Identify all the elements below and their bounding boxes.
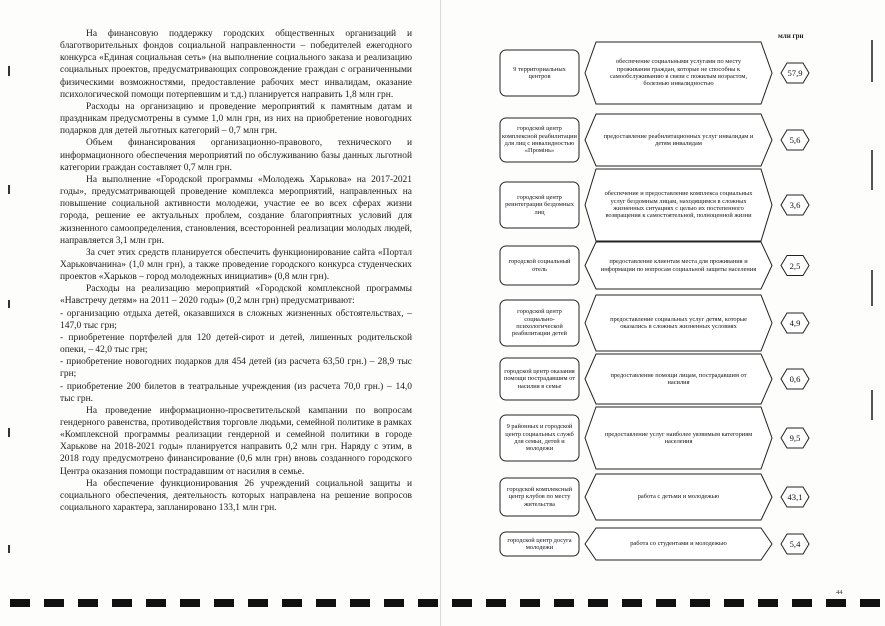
unit-label: млн грн (778, 32, 804, 40)
border-dash (860, 599, 880, 607)
paragraph: Расходы на реализацию мероприятий «Городской комплексной программы «Навстречу детям» на 2011 – 2020 годы» (0,2 млн грн) предусматривают: (60, 284, 412, 307)
service-description: предоставление услуг наиболее уязвимым категориям населения (604, 430, 753, 445)
border-dash (826, 599, 846, 607)
service-description: обеспечение социальными услугами по месту проживания граждан, которые не способны к самообслуживанию в связи с пожилым возрастом, болезнью инвалидностью (609, 58, 748, 88)
border-dash (384, 599, 404, 607)
list-item: - организацию отдыха детей, оказавшихся в сложных жизненных обстоятельствах, – 147,0 тыс грн; (60, 308, 412, 331)
institution-name: городской центр комплексной реабилитации для лиц с инвалидностью «Промінь» (502, 125, 577, 155)
paragraph: Расходы на организацию и проведение мероприятий к памятным датам и праздникам предусмотрены в сумме 1,0 млн грн, из них на приобретение новогодних подарков для детей льготных категорий – 0,7 млн грн. (60, 101, 412, 137)
institution-name: городской социальный отель (508, 258, 571, 273)
paragraph: За счет этих средств планируется обеспечить функционирование сайта «Портал Харьковчанина» (1,0 млн грн), а также проведение городского конкурса студенческих проектов «Харьков – город молодежных инициатив» (0,8 млн грн). (60, 247, 412, 283)
border-dash (724, 599, 744, 607)
amount-value: 5,4 (789, 539, 801, 549)
border-dash (486, 599, 506, 607)
border-dash (588, 599, 608, 607)
service-description: работа со студентами и молодежью (630, 540, 727, 548)
paragraph: Объем финансирования организационно-правового, технического и информационного обеспечения мероприятий по обслуживанию базы данных льготной категории граждан составляет 0,7 млн грн. (60, 138, 412, 173)
paragraph: На обеспечение функционирования 26 учреждений социальной защиты и социального обеспечения, деятельность которых направлена на решение вопросов социального характера, запланировано 133,1 млн грн. (60, 478, 412, 514)
service-description: предоставление реабилитационных услуг инвалидам и детям инвалидам (603, 132, 754, 147)
border-dash (622, 599, 642, 607)
border-dash (418, 599, 438, 607)
border-dash (10, 599, 30, 607)
institution-name: 9 районных и городской центр социальных служб для семьи, детей и молодежи (505, 423, 574, 453)
border-dash (282, 599, 302, 607)
border-dash (792, 599, 812, 607)
amount-value: 9,5 (789, 433, 801, 443)
list-item: - приобретение 200 билетов в театральные учреждения (из расчета 70,0 грн.) – 14,0 тыс грн. (60, 381, 412, 404)
amount-value: 43,1 (787, 492, 803, 502)
border-dash (214, 599, 234, 607)
page-number: 44 (836, 589, 843, 596)
amount-value: 0,6 (789, 374, 801, 384)
border-dash (78, 599, 98, 607)
list-item: - приобретение портфелей для 120 детей-сирот и детей, лишенных родительской опеки, – 42,0 тыс грн; (60, 332, 412, 356)
border-dash (146, 599, 166, 607)
institution-name: городской центр оказания помощи пострадавшим от насилия в семье (503, 367, 576, 390)
amount-value: 2,5 (789, 260, 801, 271)
amount-value: 57,9 (787, 68, 803, 78)
service-description: предоставление социальных услуг детям, которые оказались в сложных жизненных условиях (610, 315, 747, 330)
amount-value: 4,9 (789, 318, 801, 328)
paragraph: На финансовую поддержку городских общественных организаций и благотворительных фондов социальной направленности – победителей ежегодного конкурса «Единая социальная сеть» (на выполнение социального заказа и реализацию социальных проектов, предусматривающих сопровождение граждан с ограниченными физическими возможностями, предоставление рабочих мест инвалидам, оказание психологической помощи потерпевшим и т.д.) планируется направить 1,8 млн грн. (60, 29, 412, 100)
list-item: - приобретение новогодних подарков для 454 детей (из расчета 63,50 грн.) – 28,9 тыс грн; (60, 357, 412, 380)
border-dash (350, 599, 370, 607)
amount-value: 5,6 (789, 135, 801, 145)
border-dash (180, 599, 200, 607)
border-dash (452, 599, 472, 607)
border-dash (248, 599, 268, 607)
paragraph: На проведение информационно-просветительской кампании по вопросам гендерного равенства, противодействия торговле людьми, семейной политике в рамках «Комплексной программы реализации гендерной и семейной политики в городе Харькове на 2018-2021 годы» планируется направить 0,2 млн грн. Наряду с этим, в 2018 году предусмотрено финансирование (0,6 млн грн) вновь созданного городского Центра оказания помощи пострадавшим от насилия в семье. (60, 405, 412, 477)
border-dash (656, 599, 676, 607)
border-dash (520, 599, 540, 607)
border-dash (758, 599, 778, 607)
institution-name: городской центр реинтеграции бездомных лиц (505, 193, 574, 216)
paragraph: На выполнение «Городской программы «Молодежь Харькова» на 2017-2021 годы», предусматривающей проведение комплекса мероприятий, направленных на повышение социальной активности молодежи, участие ее во всех сферах жизни города, решение ее актуальных проблем, создание благоприятных условий для жизненного самоопределения, становления, всесторонней реализации молодых людей, направляется 3,1 млн грн. (60, 174, 412, 246)
institution-name: городской центр социально-психологической реабилитации детей (512, 308, 567, 338)
service-description: работа с детьми и молодежью (637, 493, 720, 501)
border-dash (112, 599, 132, 607)
service-description: предоставление помощи лицам, пострадавшим от насилия (610, 371, 747, 386)
bottom-border (0, 599, 885, 607)
service-description: предоставление клиентам места для проживания и информации по вопросам социальной защиты населения (600, 258, 757, 273)
border-dash (316, 599, 336, 607)
institution-name: 9 территориальных центров (513, 65, 566, 80)
border-dash (690, 599, 710, 607)
border-dash (554, 599, 574, 607)
border-dash (44, 599, 64, 607)
amount-value: 3,6 (789, 200, 801, 210)
service-description: обеспечение и предоставление комплекса социальных услуг бездомным лицам, находящимся в сложных жизненных ситуациях с целью их постепенного возвращения к самостоятельной, полноценной жизни (604, 190, 753, 220)
institution-name: городской центр досуга молодежи (507, 536, 572, 551)
institution-name: городской комплексный центр клубов по месту жительства (506, 485, 573, 508)
